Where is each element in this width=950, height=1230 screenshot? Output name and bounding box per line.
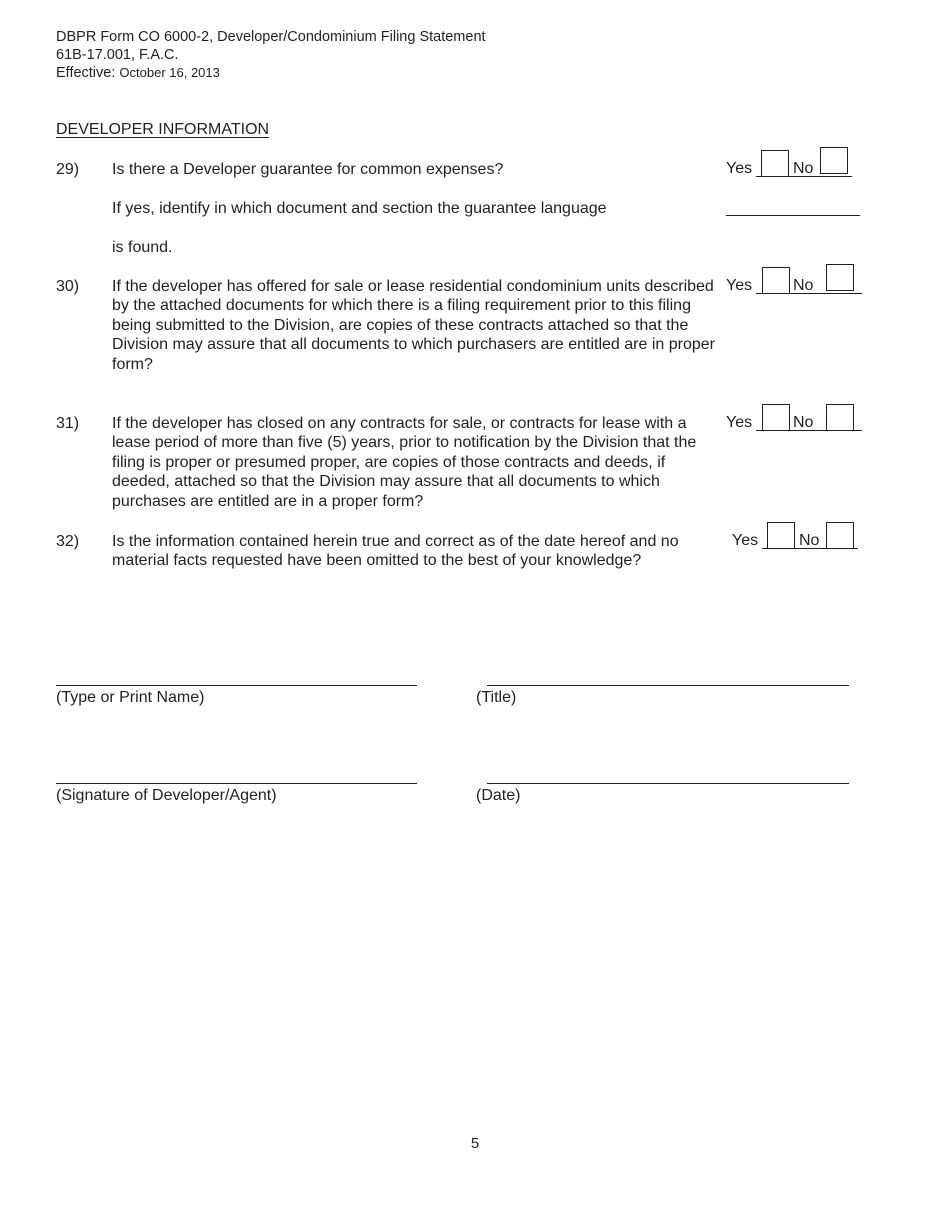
- question-29-yes-no: [726, 148, 856, 180]
- question-32-yes-no: [732, 520, 862, 552]
- date-label: (Date): [476, 787, 521, 804]
- question-32-yes-checkbox[interactable]: [767, 522, 795, 549]
- section-title: DEVELOPER INFORMATION: [56, 121, 270, 138]
- name-field-line[interactable]: [56, 685, 417, 686]
- question-29-followup-line1: If yes, identify in which document and section the guarantee language: [112, 200, 607, 217]
- no-label: No: [793, 277, 814, 294]
- question-31-no-checkbox[interactable]: [826, 404, 854, 431]
- question-32-number: 32): [56, 533, 80, 550]
- date-field-line[interactable]: [487, 783, 849, 784]
- signature-label: (Signature of Developer/Agent): [56, 787, 277, 804]
- question-30-yes-checkbox[interactable]: [762, 267, 790, 294]
- question-29-followup-line2: is found.: [112, 239, 173, 256]
- no-label: No: [793, 414, 814, 431]
- question-31-number: 31): [56, 415, 80, 432]
- signature-field-line[interactable]: [56, 783, 417, 784]
- no-label: No: [799, 532, 820, 549]
- question-30-yes-no: [726, 265, 866, 297]
- page-number: 5: [470, 1135, 480, 1152]
- no-label: No: [793, 160, 814, 177]
- yes-label: Yes: [732, 532, 759, 549]
- yes-label: Yes: [726, 414, 753, 431]
- question-30-no-checkbox[interactable]: [826, 264, 854, 291]
- question-30-number: 30): [56, 278, 80, 295]
- effective-label: Effective:: [56, 65, 116, 81]
- question-30-text: If the developer has offered for sale or lease residential condominium units described by the attached documents for which there is a filing requirement prior to this filing being submitted to the Division, are copies of these contracts attached so that the Division may assure that all documents to which purchasers are entitled are in proper form?: [112, 278, 715, 373]
- question-29-text: Is there a Developer guarantee for common expenses?: [112, 161, 504, 178]
- question-31-yes-no: [726, 402, 866, 434]
- yes-label: Yes: [726, 160, 753, 177]
- title-field-line[interactable]: [487, 685, 849, 686]
- yes-label: Yes: [726, 277, 753, 294]
- effective-line: [56, 64, 220, 82]
- question-32-text: Is the information contained herein true and correct as of the date hereof and no material facts requested have been omitted to the best of your knowledge?: [112, 533, 679, 570]
- question-29-document-field[interactable]: [726, 215, 860, 216]
- question-29-no-checkbox[interactable]: [820, 147, 848, 174]
- effective-date: October 16, 2013: [119, 65, 220, 80]
- question-32-no-checkbox[interactable]: [826, 522, 854, 549]
- question-29-number: 29): [56, 161, 80, 178]
- form-title: DBPR Form CO 6000-2, Developer/Condominium Filing Statement: [56, 29, 486, 45]
- name-label: (Type or Print Name): [56, 689, 205, 706]
- title-label: (Title): [476, 689, 517, 706]
- question-31-yes-checkbox[interactable]: [762, 404, 790, 431]
- form-rule-reference: 61B-17.001, F.A.C.: [56, 47, 179, 63]
- question-31-text: If the developer has closed on any contracts for sale, or contracts for lease with a lease period of more than five (5) years, prior to notification by the Division that the filing is proper or presumed proper, are copies of those contracts and deeds, if deeded, attached so that the Division may assure that all documents to which purchases are entitled are in a proper form?: [112, 415, 697, 510]
- question-29-yes-checkbox[interactable]: [761, 150, 789, 177]
